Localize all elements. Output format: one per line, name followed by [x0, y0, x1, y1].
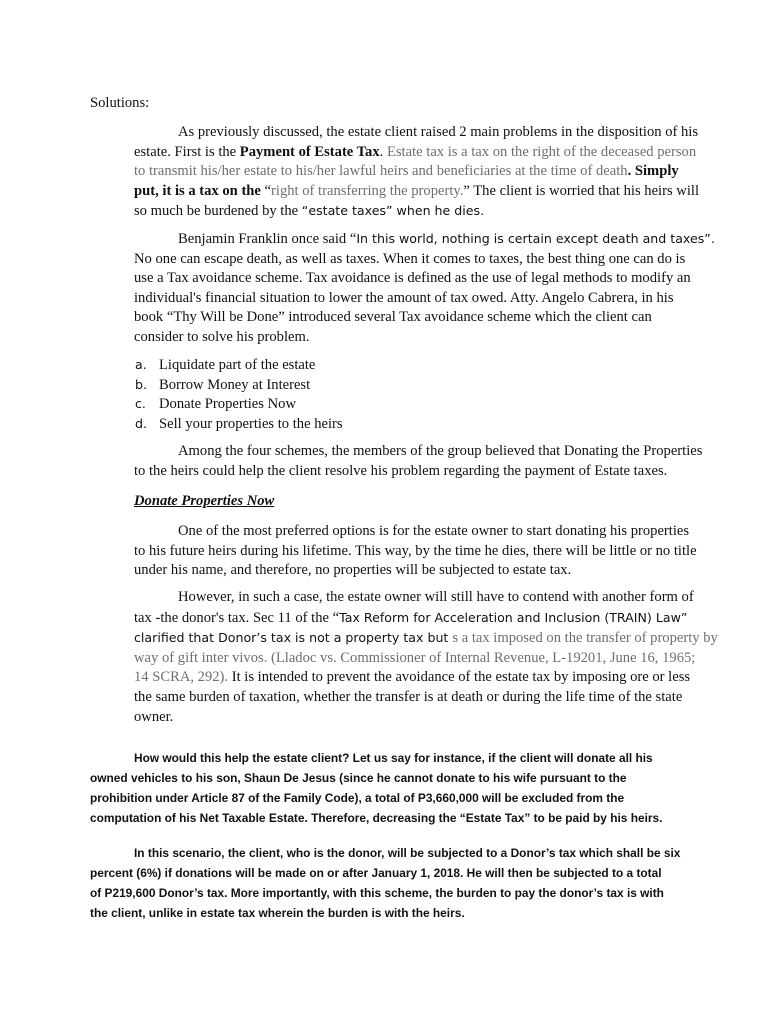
text-line: put, it is a tax on the “right of transferring the property.” The client is worried that his heirs will	[134, 182, 699, 199]
text-line: No one can escape death, as well as taxes. When it comes to taxes, the best thing one can do is	[134, 250, 686, 267]
text-line: consider to solve his problem.	[134, 328, 310, 345]
text-line: to transmit his/her estate to his/her lawful heirs and beneficiaries at the time of death. Simply	[134, 163, 679, 180]
paragraph-group-choice	[90, 442, 703, 481]
text-line: use a Tax avoidance scheme. Tax avoidance is defined as the use of legal methods to modify an	[134, 270, 691, 287]
text-line: under his name, and therefore, no properties will be subjected to estate tax.	[134, 562, 572, 579]
text-line: owned vehicles to his son, Shaun De Jesus (since he cannot donate to his wife pursuant to the	[90, 771, 627, 785]
text-line: One of the most preferred options is for the estate owner to start donating his properties	[178, 523, 690, 539]
text-line: owner.	[134, 708, 174, 725]
text-line: In this scenario, the client, who is the donor, will be subjected to a Donor’s tax which shall be six	[134, 846, 681, 860]
paragraph-estate-problems	[90, 123, 699, 222]
text-line: However, in such a case, the estate owner will still have to contend with another form of	[178, 589, 694, 605]
emphasis-payment-of-estate-tax: Payment of Estate Tax	[239, 143, 380, 160]
text-line: so much be burdened by the “estate taxes” when he dies.	[134, 203, 485, 220]
text-line: book “Thy Will be Done” introduced several Tax avoidance scheme which the client can	[134, 309, 652, 326]
paragraph-tax-avoidance	[90, 229, 715, 348]
paragraph-estate-client-example	[90, 748, 662, 828]
list-item: d. Sell your properties to the heirs	[135, 415, 343, 432]
list-item: b. Borrow Money at Interest	[135, 376, 311, 393]
text-line: to his future heirs during his lifetime. This way, by the time he dies, there will be little or no title	[134, 542, 697, 559]
solutions-heading: Solutions:	[90, 95, 150, 111]
schemes-list	[135, 355, 535, 433]
text-line: computation of his Net Taxable Estate. Therefore, decreasing the “Estate Tax” to be paid by his heirs.	[90, 811, 663, 825]
text-line: How would this help the estate client? Let us say for instance, if the client will donate all his	[134, 751, 653, 765]
paragraph-donor-scenario	[90, 843, 680, 923]
text-line: to the heirs could help the client resolve his problem regarding the payment of Estate taxes.	[134, 462, 668, 479]
text-line: estate. First is the Payment of Estate Tax. Estate tax is a tax on the right of the deceased person	[134, 143, 697, 160]
list-item: c. Donate Properties Now	[135, 396, 296, 413]
text-line: way of gift inter vivos. (Lladoc vs. Commissioner of Internal Revenue, L-19201, June 16, 1965;	[134, 649, 696, 666]
paragraph-donors-tax	[90, 588, 718, 727]
text-line: As previously discussed, the estate client raised 2 main problems in the disposition of his	[178, 124, 699, 140]
text-line: tax -the donor's tax. Sec 11 of the “Tax Reform for Acceleration and Inclusion (TRAIN) Law”	[134, 609, 688, 626]
paragraph-donating-options	[90, 522, 697, 581]
section-heading: Donate Properties Now	[134, 493, 275, 509]
text-line: the same burden of taxation, whether the transfer is at death or during the life time of the state	[134, 688, 683, 705]
text-line: Benjamin Franklin once said “In this world, nothing is certain except death and taxes”.	[178, 231, 715, 247]
text-line: Among the four schemes, the members of the group believed that Donating the Properties	[178, 443, 703, 459]
text-line: clarified that Donor’s tax is not a property tax but s a tax imposed on the transfer of property by	[134, 630, 718, 647]
text-line: of P219,600 Donor’s tax. More importantly, with this scheme, the burden to pay the donor’s tax is with	[90, 886, 664, 900]
text-line: individual's financial situation to lower the amount of tax owed. Atty. Angelo Cabrera, in his	[134, 289, 674, 306]
text-line: 14 SCRA, 292). It is intended to prevent the avoidance of the estate tax by imposing ore or less	[134, 669, 691, 686]
list-item: a. Liquidate part of the estate	[135, 357, 316, 373]
text-line: prohibition under Article 87 of the Family Code), a total of P3,660,000 will be excluded from the	[90, 791, 625, 805]
text-line: the client, unlike in estate tax wherein the burden is with the heirs.	[90, 906, 465, 920]
text-line: percent (6%) if donations will be made on or after January 1, 2018. He will then be subjected to a total	[90, 866, 662, 880]
